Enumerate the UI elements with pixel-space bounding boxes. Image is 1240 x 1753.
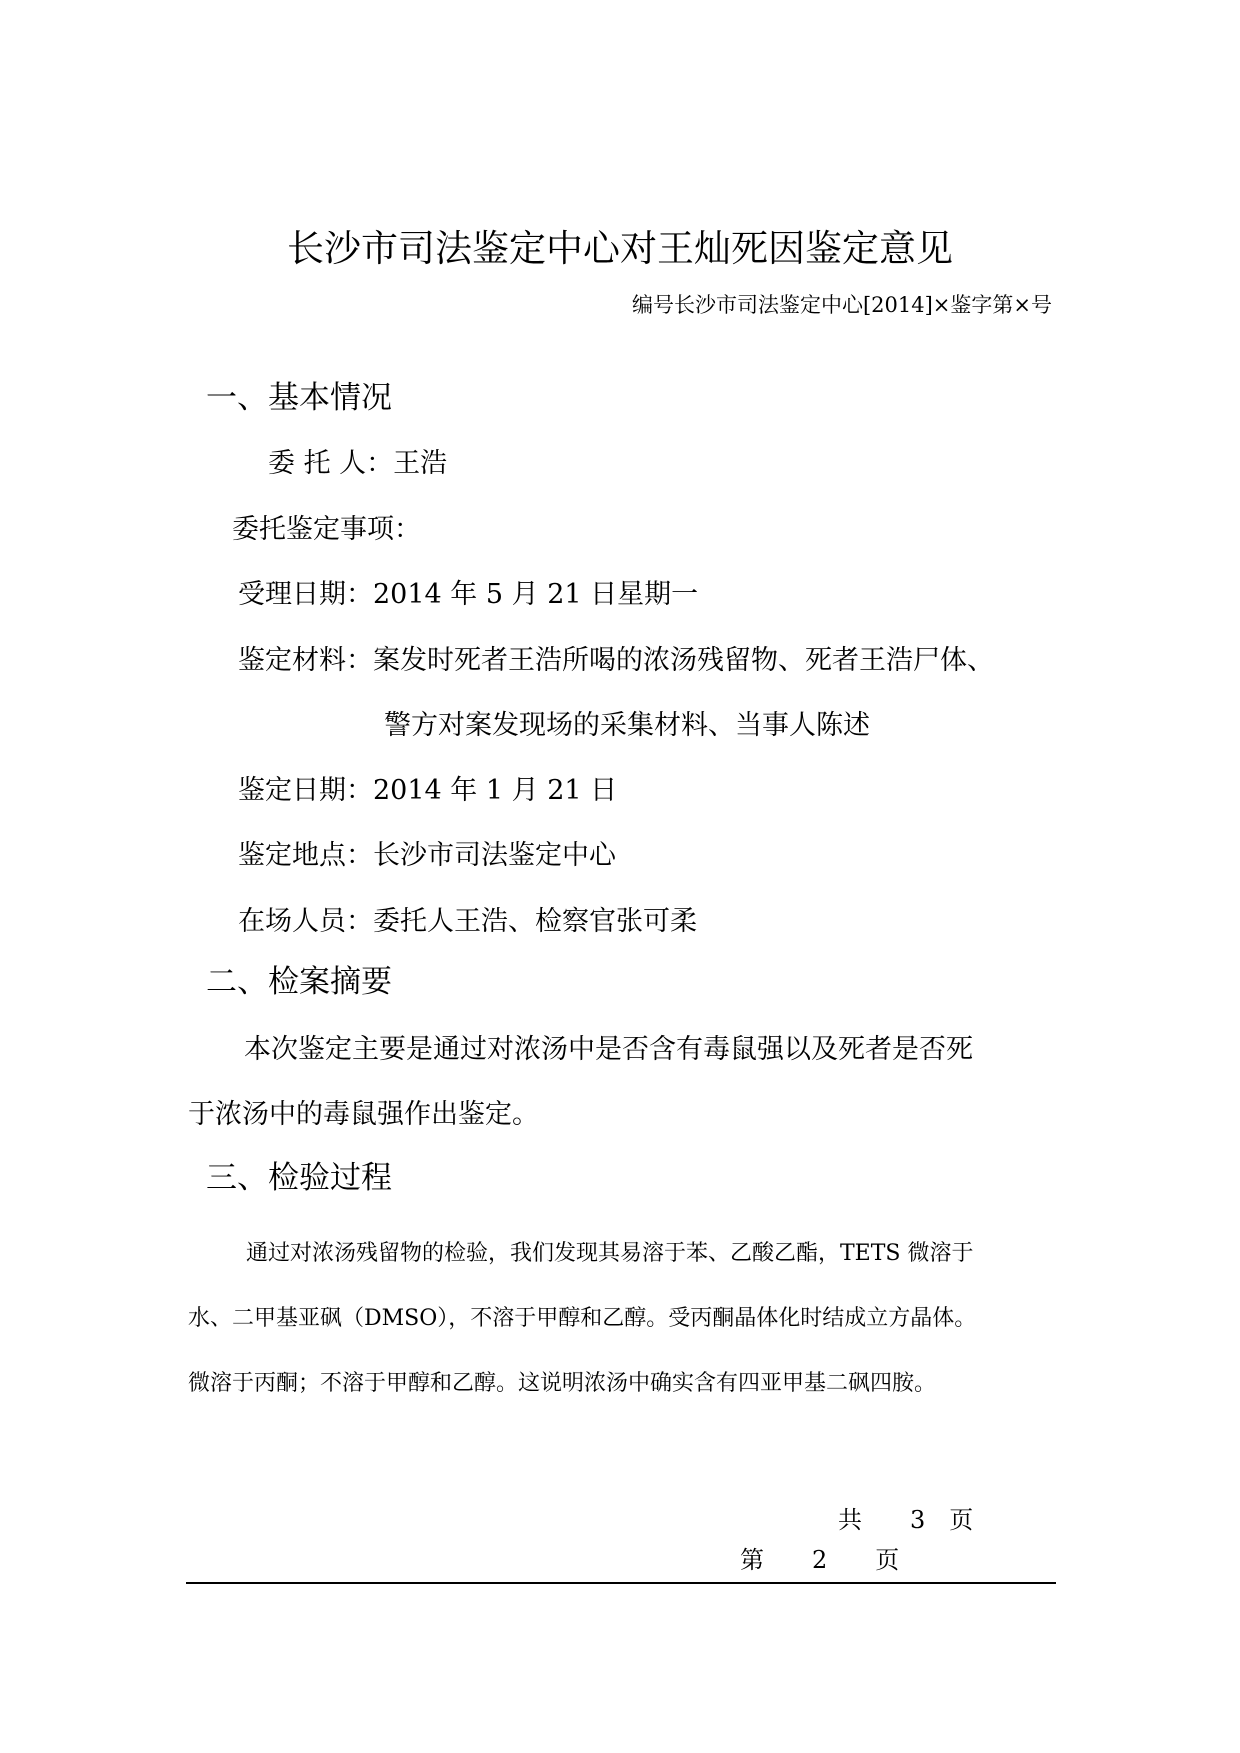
process-line-1: 通过对浓汤残留物的检验，我们发现其易溶于苯、乙酸乙酯，TETS 微溶于	[246, 1241, 974, 1266]
present-row	[238, 902, 697, 942]
summary-line-2: 于浓汤中的毒鼠强作出鉴定。	[188, 1099, 539, 1130]
section-heading-process: 三、检验过程	[206, 1160, 392, 1196]
materials-label: 鉴定材料：	[238, 645, 373, 676]
appraisal-date-label: 鉴定日期：	[238, 775, 373, 806]
present-label: 在场人员：	[238, 906, 373, 937]
location-row	[238, 836, 616, 876]
total-pages: 共 3 页	[838, 1506, 974, 1534]
process-line-3: 微溶于丙酮；不溶于甲醇和乙醇。这说明浓汤中确实含有四亚甲基二砜四胺。	[188, 1371, 937, 1396]
summary-line-1: 本次鉴定主要是通过对浓汤中是否含有毒鼠强以及死者是否死	[244, 1034, 973, 1065]
accept-date-row	[238, 575, 698, 615]
current-page: 第 2 页	[740, 1546, 900, 1574]
materials-line-1: 案发时死者王浩所喝的浓汤残留物、死者王浩尸体、	[373, 645, 994, 676]
process-line-2: 水、二甲基亚砜（DMSO），不溶于甲醇和乙醇。受丙酮晶体化时结成立方晶体。	[188, 1306, 977, 1331]
matter-label: 委托鉴定事项：	[232, 514, 421, 545]
footer-rule	[186, 1582, 1056, 1584]
materials-row	[238, 641, 994, 681]
section-heading-summary: 二、检案摘要	[206, 964, 392, 1000]
client-value: 王浩	[393, 448, 448, 479]
document-number: 编号长沙市司法鉴定中心[2014]×鉴字第×号	[631, 293, 1052, 317]
appraisal-date-value: 2014 年 1 月 21 日	[373, 775, 618, 806]
location-value: 长沙市司法鉴定中心	[373, 840, 616, 871]
accept-date-value: 2014 年 5 月 21 日星期一	[373, 579, 699, 610]
matter-row	[232, 510, 421, 550]
document-title: 长沙市司法鉴定中心对王灿死因鉴定意见	[287, 227, 953, 270]
client-row	[268, 444, 447, 484]
materials-line-2: 警方对案发现场的采集材料、当事人陈述	[384, 710, 870, 741]
location-label: 鉴定地点：	[238, 840, 373, 871]
appraisal-date-row	[238, 771, 617, 811]
client-label: 委 托 人：	[268, 448, 394, 479]
accept-date-label: 受理日期：	[238, 579, 373, 610]
section-heading-basic-info: 一、基本情况	[206, 380, 392, 416]
present-value: 委托人王浩、检察官张可柔	[373, 906, 697, 937]
